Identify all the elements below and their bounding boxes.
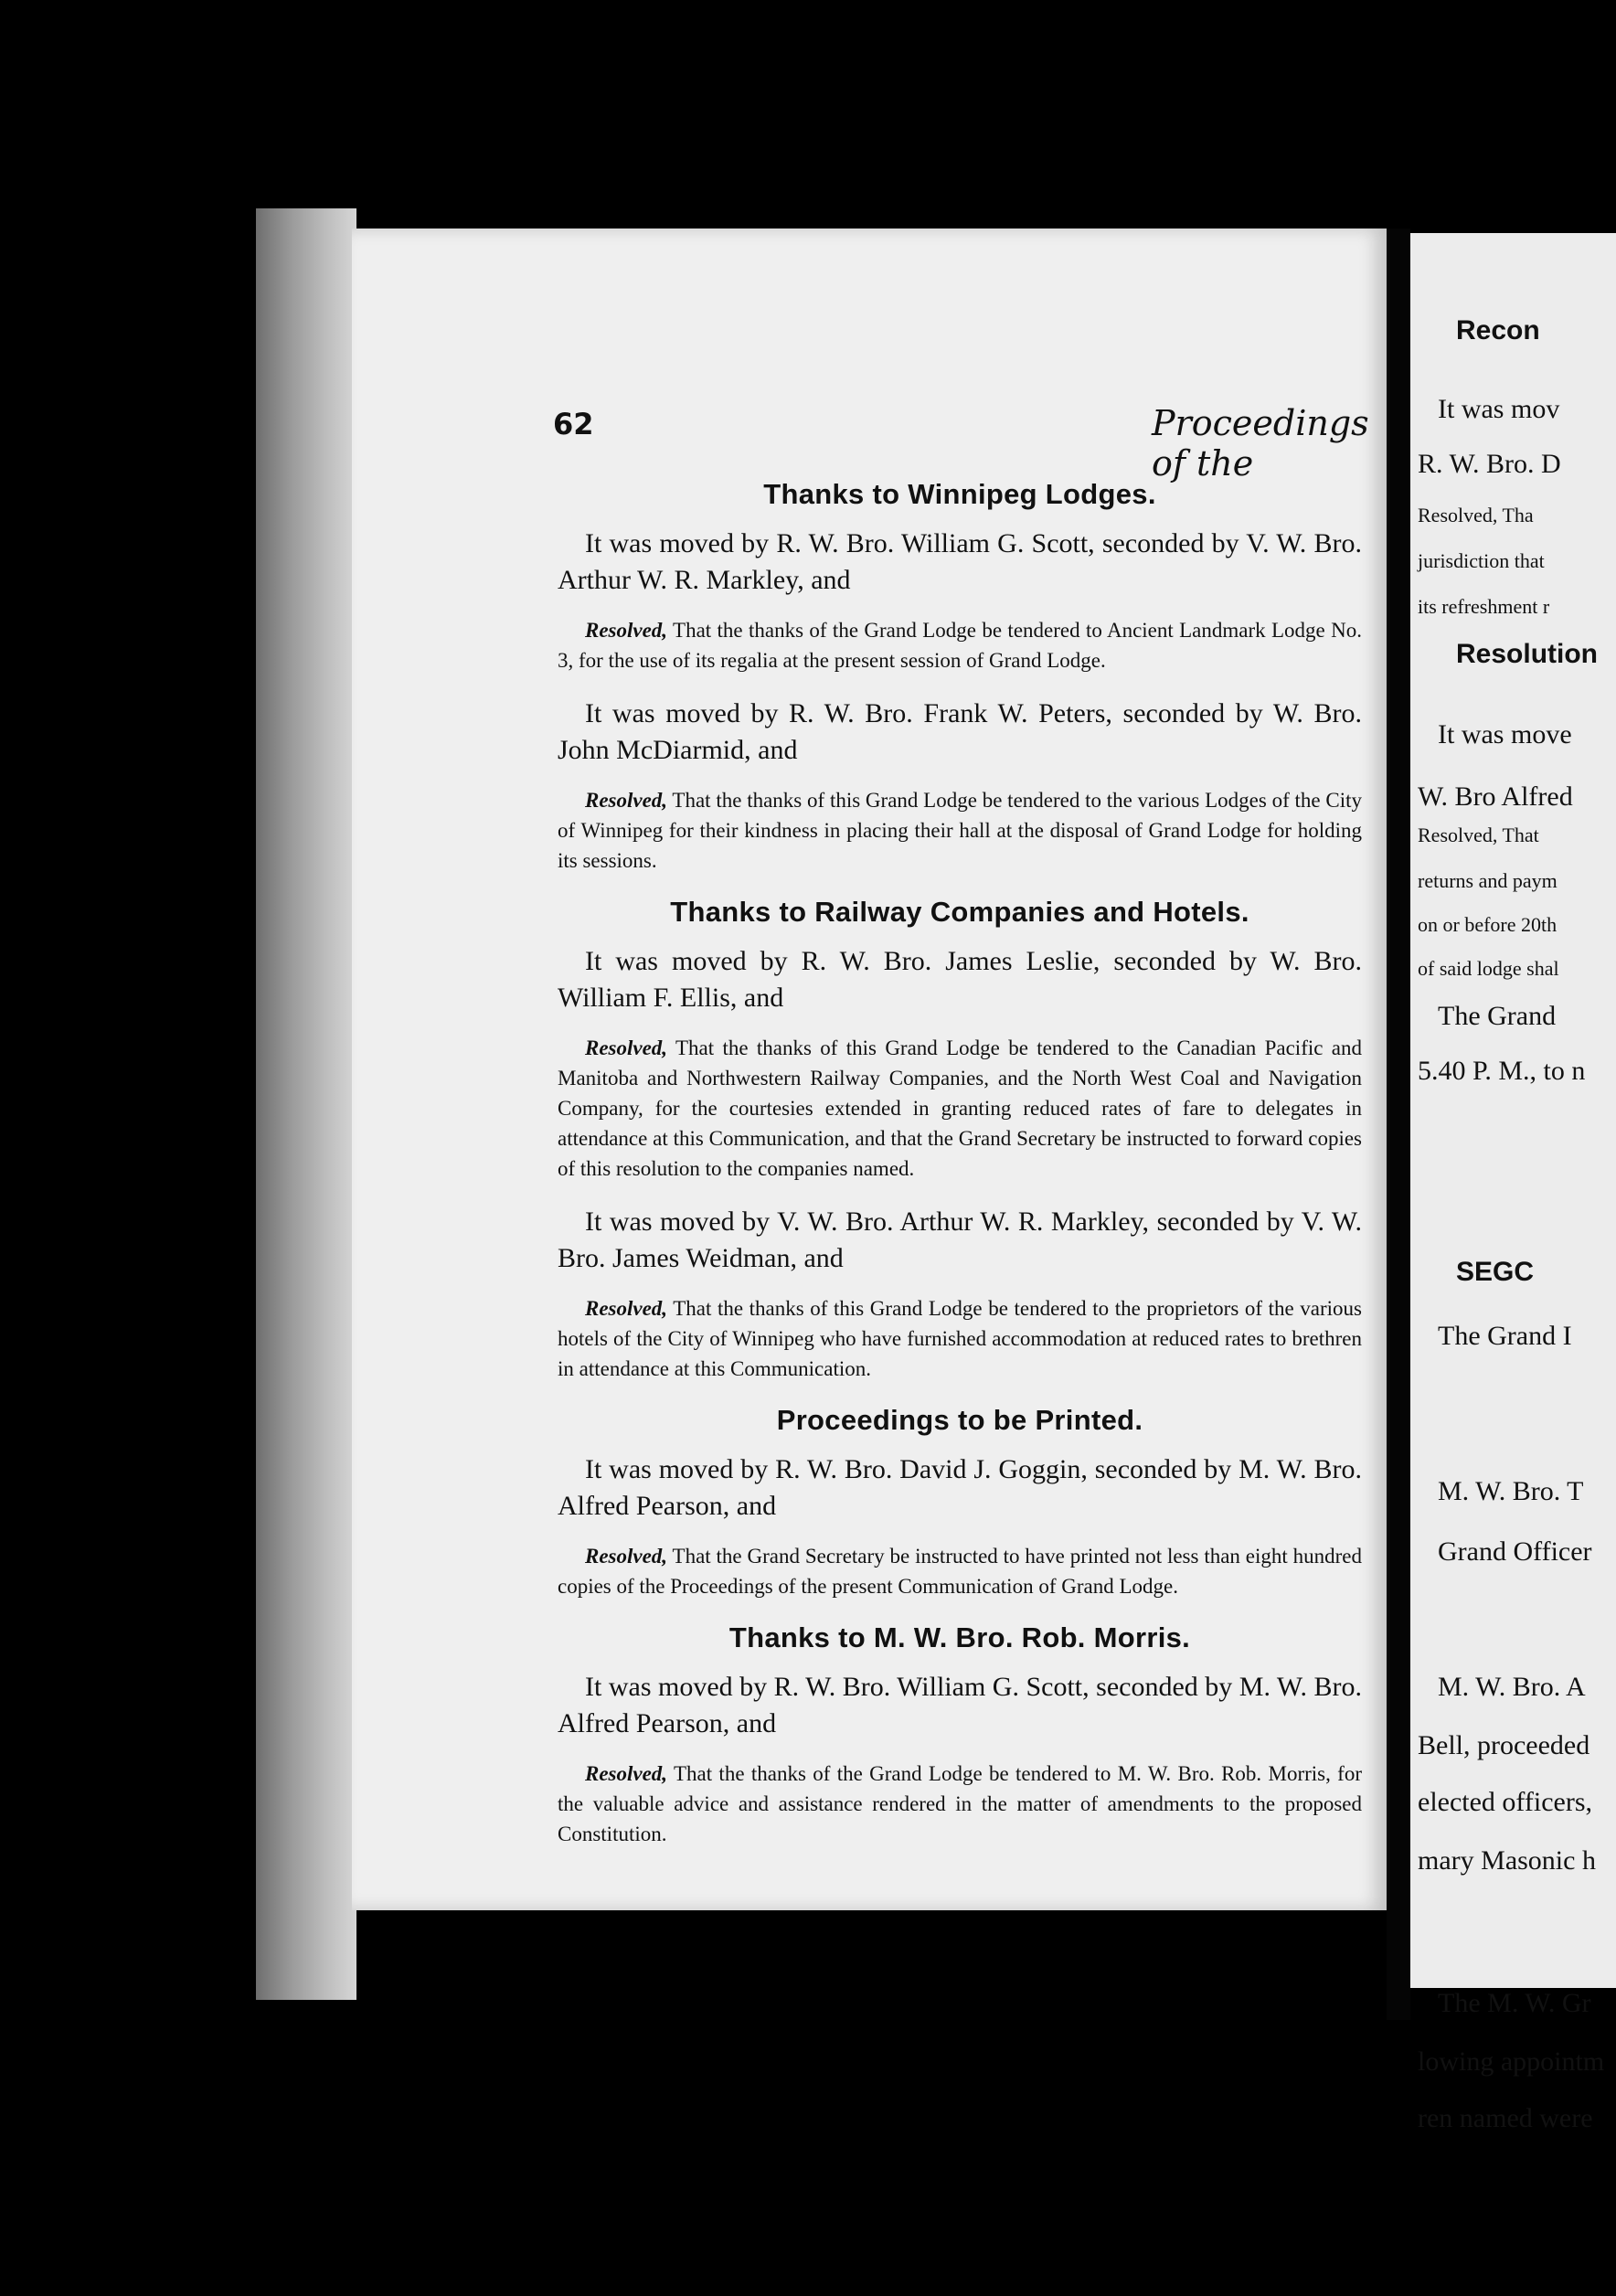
resolved-label: Resolved, [585, 1545, 668, 1568]
resolution-text: That the thanks of this Grand Lodge be tendered to the Canadian Pacific and Manitoba and Northwestern Railway Companies, and the North West Coal and Navigation Company, for the courtesies extended in granting reduced rates of fare to delegates in attendance at this Communication, and that the Grand Secretary be instructed to forward copies of this resolution to the companies named. [558, 1036, 1362, 1180]
right-page-line: Grand Officer [1438, 1536, 1592, 1567]
page-number: 62 [553, 407, 594, 441]
resolution-paragraph [558, 1293, 1362, 1384]
resolution-text: That the Grand Secretary be instructed to have printed not less than eight hundred copies of the Proceedings of the present Communication of Grand Lodge. [558, 1545, 1362, 1598]
page-header [553, 403, 1387, 484]
resolution-paragraph [558, 1759, 1362, 1849]
right-page-line: Resolved, Tha [1418, 504, 1534, 526]
right-page-line: Bell, proceeded [1418, 1730, 1590, 1760]
motion-paragraph: It was moved by R. W. Bro. William G. Scott, seconded by M. W. Bro. Alfred Pearson, and [558, 1672, 1362, 1738]
section-heading: Proceedings to be Printed. [776, 1404, 1143, 1436]
running-title: Proceedings of the [1152, 403, 1369, 484]
resolution-text: That the thanks of the Grand Lodge be tendered to M. W. Bro. Rob. Morris, for the valuable advice and assistance rendered in the matter of amendments to the proposed Constitution. [558, 1762, 1362, 1845]
right-page-line: ren named were [1418, 2103, 1593, 2133]
resolution-paragraph [558, 1541, 1362, 1601]
right-page-line: of said lodge shal [1418, 957, 1559, 980]
section-heading: Thanks to Railway Companies and Hotels. [670, 896, 1249, 928]
resolution-paragraph [558, 615, 1362, 675]
right-page-line: W. Bro Alfred [1418, 781, 1573, 812]
right-page-line: R. W. Bro. D [1418, 449, 1561, 479]
motion-paragraph: It was moved by R. W. Bro. David J. Goggin, seconded by M. W. Bro. Alfred Pearson, and [558, 1454, 1362, 1521]
resolved-label: Resolved, [585, 1297, 668, 1320]
resolved-label: Resolved, [585, 789, 668, 812]
resolution-paragraph [558, 1033, 1362, 1184]
resolved-label: Resolved, [585, 1762, 668, 1785]
motion-paragraph: It was moved by R. W. Bro. Frank W. Peters, seconded by W. Bro. John McDiarmid, and [558, 698, 1362, 765]
motion-paragraph: It was moved by V. W. Bro. Arthur W. R. Markley, seconded by V. W. Bro. James Weidman, and [558, 1206, 1362, 1273]
resolved-label: Resolved, [585, 1036, 668, 1059]
resolution-text: That the thanks of the Grand Lodge be tendered to Ancient Landmark Lodge No. 3, for the use of its regalia at the present session of Grand Lodge. [558, 619, 1362, 672]
right-page-line: The Grand [1438, 1001, 1557, 1031]
right-page-line: M. W. Bro. T [1438, 1476, 1584, 1506]
right-page-line: jurisdiction that [1418, 549, 1545, 572]
section-heading: Thanks to M. W. Bro. Rob. Morris. [728, 1621, 1191, 1653]
resolution-paragraph [558, 785, 1362, 876]
right-page-line: lowing appointm [1418, 2046, 1605, 2077]
resolved-label: Resolved, [585, 619, 668, 642]
right-page-line: returns and paym [1418, 869, 1558, 892]
right-page-line: The M. W. Gr [1438, 1988, 1591, 2018]
page-gutter [1387, 229, 1410, 2020]
resolution-text: That the thanks of this Grand Lodge be tendered to the proprietors of the various hotels of the City of Winnipeg who have furnished accommodation at reduced rates to brethren in attendance at this Communication. [558, 1297, 1362, 1380]
right-page-line: It was mov [1438, 394, 1560, 424]
left-page [352, 229, 1387, 1910]
resolution-text: That the thanks of this Grand Lodge be tendered to the various Lodges of the City of Winnipeg for their kindness in placing their hall at the disposal of Grand Lodge for holding its sessions. [558, 789, 1362, 872]
motion-paragraph: It was moved by R. W. Bro. William G. Scott, seconded by V. W. Bro. Arthur W. R. Markley, and [558, 528, 1362, 595]
right-page-line: on or before 20th [1418, 913, 1558, 936]
page-body [558, 462, 1362, 1869]
right-page-line: elected officers, [1418, 1787, 1593, 1817]
right-page-line: M. W. Bro. A [1438, 1672, 1586, 1702]
right-page-line: Resolution [1456, 639, 1598, 669]
right-page-line: It was move [1438, 719, 1572, 749]
right-page-line: The Grand I [1438, 1321, 1572, 1351]
book-edge [256, 208, 356, 2000]
right-page-line: its refreshment r [1418, 595, 1550, 618]
motion-paragraph: It was moved by R. W. Bro. James Leslie, seconded by W. Bro. William F. Ellis, and [558, 946, 1362, 1013]
right-page-line: Resolved, That [1418, 824, 1539, 846]
section-heading: Thanks to Winnipeg Lodges. [763, 478, 1156, 510]
right-page [1410, 233, 1616, 2133]
right-page-line: mary Masonic h [1418, 1845, 1596, 1876]
right-page-line: SEGC [1456, 1257, 1535, 1287]
right-page-line: Recon [1456, 315, 1540, 345]
right-page-line: 5.40 P. M., to n [1418, 1056, 1586, 1086]
